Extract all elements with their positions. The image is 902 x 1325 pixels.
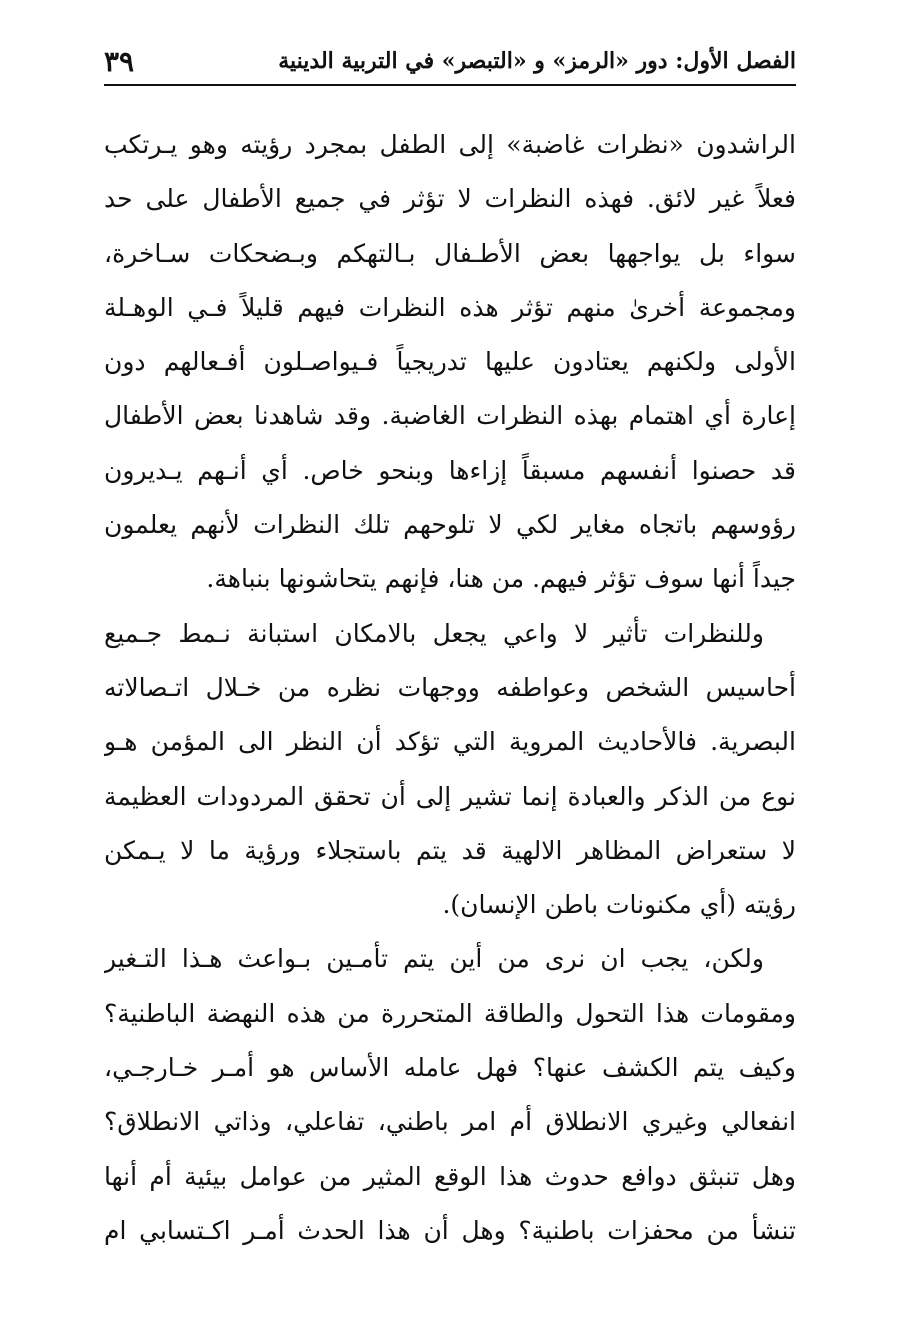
text-line: تنشأ من محفزات باطنية؟ وهل أن هذا الحدث أمـر اكـتسابي ام (104, 1215, 796, 1245)
text-line: لا ستعراض المظاهر الالهية قد يتم باستجلاء ورؤية ما لا يـمكن (104, 835, 796, 865)
text-line: إعارة أي اهتمام بهذه النظرات الغاضبة. وقد شاهدنا بعض الأطفال (104, 401, 796, 431)
text-line: انفعالي وغيري الانطلاق أم امر باطني، تفاعلي، وذاتي الانطلاق؟ (104, 1107, 796, 1137)
text-line: سواء بل يواجهها بعض الأطـفال بـالتهكم وبـضحكات سـاخرة، (104, 238, 796, 268)
page-number: ٣٩ (104, 44, 135, 78)
paragraph-first-line: ولكن، يجب ان نرى من أين يتم تأمـين بـواعث هـذا التـغير (104, 944, 764, 974)
text-line: ومقومات هذا التحول والطاقة المتحررة من هذه النهضة الباطنية؟ (104, 998, 796, 1028)
text-line: نوع من الذكر والعبادة إنما تشير إلى أن تحقق المردودات العظيمة (104, 781, 796, 811)
text-line: أحاسيس الشخص وعواطفه ووجهات نظره من خـلال اتـصالاته (104, 672, 796, 702)
text-line: ومجموعة أخرىٰ منهم تؤثر هذه النظرات فيهم قليلاً فـي الوهـلة (104, 292, 796, 322)
text-line: البصرية. فالأحاديث المروية التي تؤكد أن النظر الى المؤمن هـو (104, 727, 796, 757)
text-line: فعلاً غير لائق. فهذه النظرات لا تؤثر في جميع الأطفال على حد (104, 184, 796, 214)
text-line: جيداً أنها سوف تؤثر فيهم. من هنا، فإنهم يتحاشونها بنباهة. (206, 564, 796, 594)
running-title: الفصل الأول: دور «الرمز» و «التبصر» في التربية الدينية (278, 48, 796, 74)
text-line: رؤيته (أي مكنونات باطن الإنسان). (442, 890, 796, 920)
paragraph-first-line: وللنظرات تأثير لا واعي يجعل بالامكان استبانة نـمط جـميع (104, 618, 764, 648)
text-line: وهل تنبثق دوافع حدوث هذا الوقع المثير من عوامل بيئية أم أنها (104, 1161, 796, 1191)
body-text (104, 118, 796, 1258)
text-line: وكيف يتم الكشف عنها؟ فهل عامله الأساس هو أمـر خـارجـي، (104, 1053, 796, 1083)
text-line: قد حصنوا أنفسهم مسبقاً إزاءها وبنحو خاص. أي أنـهم يـديرون (104, 455, 796, 485)
page-header (104, 38, 796, 86)
text-line: الراشدون «نظرات غاضبة» إلى الطفل بمجرد رؤيته وهو يـرتكب (104, 130, 796, 159)
text-line: رؤوسهم باتجاه مغاير لكي لا تلوحهم تلك النظرات لأنهم يعلمون (104, 510, 796, 540)
text-line: الأولى ولكنهم يعتادون عليها تدريجياً فـيواصـلون أفـعالهم دون (104, 347, 796, 377)
